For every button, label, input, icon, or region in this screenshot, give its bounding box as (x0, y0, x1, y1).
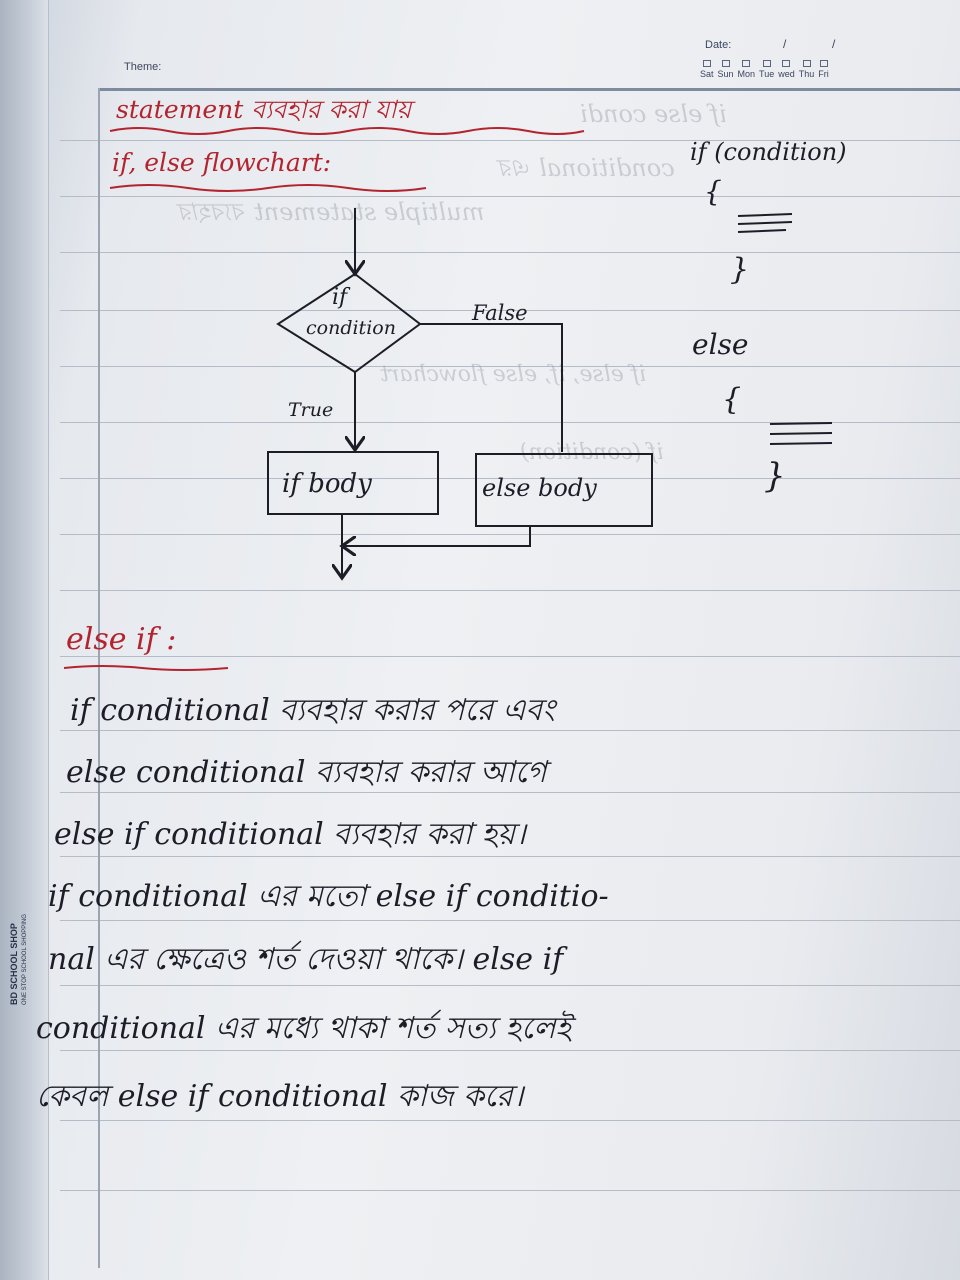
day-checkbox (820, 60, 828, 67)
false-branch-line (420, 324, 562, 452)
code-else-body-lines (768, 418, 838, 454)
code-else: else (692, 328, 749, 361)
day-checkbox (703, 60, 711, 67)
paragraph-line: conditional এর মধ্যে থাকা শর্ত সত্য হলেই (36, 1011, 572, 1046)
paragraph-line: else conditional ব্যবহার করার আগে (66, 755, 547, 790)
ruled-line (60, 656, 960, 657)
date-separator: / (783, 37, 787, 51)
paragraph-line: if conditional ব্যবহার করার পরে এবং (70, 693, 555, 728)
weekday: Tue (759, 60, 774, 79)
bleed-through-text: if else, if, else flowchart (380, 362, 646, 387)
weekday: Thu (799, 60, 815, 79)
brand-name: BD SCHOOL SHOP (9, 923, 19, 1005)
heading-underline (62, 662, 232, 674)
code-body-lines (736, 208, 796, 248)
brand-watermark (4, 914, 28, 1005)
bleed-through-text: if else condi (580, 100, 727, 128)
ruled-line (60, 1190, 960, 1191)
paragraph-line: nal এর ক্ষেত্রেও শর্ত দেওয়া থাকে। else if (48, 942, 564, 977)
underline-squiggle (108, 123, 588, 137)
note-line-flowchart-title: if, else flowchart: (112, 148, 332, 177)
weekday: Sat (700, 60, 714, 79)
note-line-statement: statement ব্যবহার করা যায় (116, 95, 412, 124)
code-open-brace: { (704, 175, 722, 208)
merge-arrow (344, 526, 530, 546)
if-body-label: if body (282, 469, 372, 499)
ruled-line (60, 590, 960, 591)
paragraph-line: if conditional এর মতো else if conditio- (48, 879, 609, 914)
weekday: Fri (818, 60, 829, 79)
brand-tagline: ONE STOP SCHOOL SHOPPING (22, 914, 28, 1005)
day-checkbox (803, 60, 811, 67)
day-checkbox (782, 60, 790, 67)
day-checkbox (742, 60, 750, 67)
weekday-row (700, 60, 829, 79)
paragraph-line: কেবল else if conditional কাজ করে। (36, 1079, 524, 1114)
decision-text-condition: condition (306, 317, 396, 339)
paragraph-line: else if conditional ব্যবহার করা হয়। (54, 817, 526, 852)
bleed-through-text: conditional এর (500, 154, 675, 182)
section-heading-else-if: else if : (66, 622, 177, 657)
day-checkbox (722, 60, 730, 67)
bleed-through-text: if (condition) (520, 440, 664, 465)
weekday: wed (778, 60, 795, 79)
theme-label: Theme: (124, 61, 162, 73)
false-label: False (472, 301, 528, 325)
bleed-through-text: multiple statement ব্যবহার (180, 198, 485, 226)
code-close-brace: } (730, 252, 750, 287)
code-if-condition: if (condition) (690, 138, 847, 166)
decision-text-if: if (332, 285, 348, 310)
flowchart (260, 190, 680, 590)
weekday: Sun (718, 60, 734, 79)
code-else-open-brace: { (722, 382, 742, 417)
day-checkbox (763, 60, 771, 67)
code-else-close-brace: } (764, 456, 786, 496)
weekday: Mon (738, 60, 756, 79)
else-body-label: else body (482, 474, 597, 502)
date-separator: / (832, 37, 836, 51)
date-label: Date: (705, 39, 732, 51)
true-label: True (288, 399, 334, 421)
